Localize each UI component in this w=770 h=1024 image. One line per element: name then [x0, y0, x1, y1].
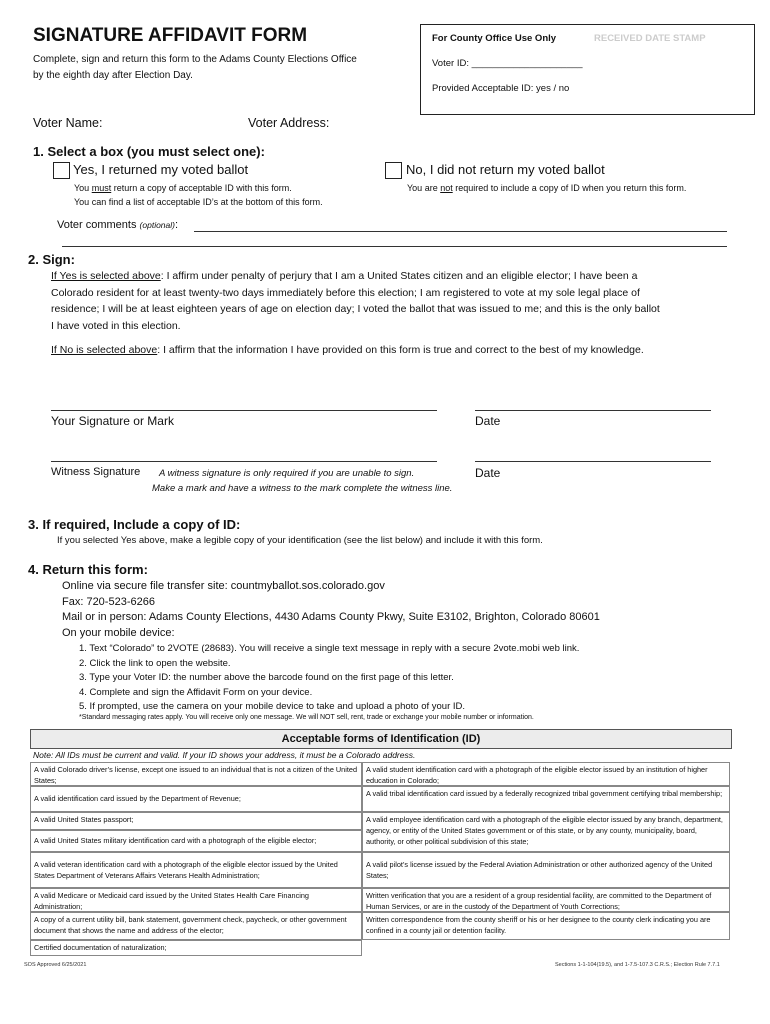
yes-affirmation-line-4: I have voted in this election.	[51, 319, 181, 332]
yes-affirmation	[51, 268, 660, 334]
no-affirmation: If No is selected above: I affirm that the information I have provided on this form is true and correct to the best of my knowledge.	[51, 344, 644, 356]
id-item: A valid United States passport;	[30, 812, 362, 830]
id-item: A valid Medicare or Medicaid card issued by the United States Health Care Financing Administration;	[30, 888, 362, 912]
voter-id-field: Voter ID: _____________________	[432, 58, 583, 69]
yes-affirmation-line-3: residence; I will be at least eighteen years of age on election day; I voted the ballot that was issued to me; and this is the only ballot	[51, 303, 660, 315]
footer-statutes: Sections 1-1-104(19.5), and 1-7.5-107.3 C.R.S.; Election Rule 7.7.1	[555, 962, 720, 968]
intro-line-1: Complete, sign and return this form to the Adams County Elections Office	[33, 54, 357, 65]
voter-comments-label: Voter comments (optional):	[57, 219, 179, 231]
voter-name-label: Voter Name:	[33, 116, 103, 130]
mobile-step: 2. Click the link to open the website.	[79, 657, 231, 669]
yes-returned-checkbox[interactable]	[53, 162, 70, 179]
id-item: Written verification that you are a resident of a group residential facility, are committed to the Department of Human Services, or are in the custody of the Department of Youth Corrections;	[362, 888, 730, 912]
return-mobile: On your mobile device:	[62, 626, 175, 639]
mobile-step: 1. Text “Colorado” to 2VOTE (28683). You will receive a single text message in reply with a secure 2vote.mobi web link.	[79, 643, 580, 654]
return-mail: Mail or in person: Adams County Elections, 4430 Adams County Pkwy, Suite E3102, Brighton, Colorado 80601	[62, 611, 600, 623]
mobile-steps	[79, 642, 579, 715]
id-item: A valid identification card issued by the Department of Revenue;	[30, 786, 362, 812]
county-office-box	[420, 24, 755, 115]
id-item: A valid tribal identification card issued by a federally recognized tribal government certifying tribal membership;	[362, 786, 730, 812]
id-table-note: Note: All IDs must be current and valid. If your ID shows your address, it must be a Colorado address.	[33, 750, 416, 760]
id-table-heading: Acceptable forms of Identification (ID)	[30, 729, 732, 749]
voter-comments-line-1[interactable]	[194, 231, 727, 232]
id-item: A valid pilot’s license issued by the Federal Aviation Administration or other authorized agency of the United States;	[362, 852, 730, 888]
county-office-heading: For County Office Use Only	[432, 33, 557, 44]
yes-note-1: You must return a copy of acceptable ID with this form.	[74, 183, 292, 193]
no-returned-checkbox[interactable]	[385, 162, 402, 179]
signature-date-label: Date	[475, 414, 501, 428]
return-online: Online via secure file transfer site: countmyballot.sos.colorado.gov	[62, 580, 385, 592]
witness-signature-label: Witness Signature	[51, 466, 141, 478]
id-item: A valid veteran identification card with a photograph of the eligible elector issued by the United States Department of Veterans Affairs Veterans Health Administration;	[30, 852, 362, 888]
witness-note-2: Make a mark and have a witness to the mark complete the witness line.	[152, 483, 453, 494]
mobile-step: 5. If prompted, use the camera on your mobile device to take and upload a photo of your ID.	[79, 701, 466, 712]
section-3-heading: 3. If required, Include a copy of ID:	[28, 517, 241, 532]
mobile-step: 3. Type your Voter ID: the number above the barcode found on the first page of this letter.	[79, 672, 454, 683]
id-item: Certified documentation of naturalization;	[30, 940, 362, 956]
witness-signature-line[interactable]	[51, 461, 437, 462]
received-date-stamp: RECEIVED DATE STAMP	[594, 33, 706, 44]
return-fax: Fax: 720-523-6266	[62, 595, 155, 608]
yes-note-2: You can find a list of acceptable ID’s at the bottom of this form.	[74, 197, 323, 207]
witness-note-1: A witness signature is only required if you are unable to sign.	[159, 468, 415, 479]
form-intro	[33, 52, 357, 84]
section-3-text: If you selected Yes above, make a legible copy of your identification (see the list below) and include it with this form.	[57, 535, 543, 546]
section-4-heading: 4. Return this form:	[28, 562, 148, 577]
signature-date-line[interactable]	[475, 410, 711, 411]
form-title: SIGNATURE AFFIDAVIT FORM	[33, 25, 308, 46]
signature-line[interactable]	[51, 410, 437, 411]
yes-option-notes	[74, 181, 323, 209]
acceptable-id-field: Provided Acceptable ID: yes / no	[432, 83, 570, 94]
return-methods	[62, 579, 600, 641]
voter-comments-line-2[interactable]	[62, 246, 727, 247]
yes-affirmation-line-1: If Yes is selected above: I affirm under penalty of perjury that I am a United States citizen and an eligible elector; I have been a	[51, 270, 638, 282]
mobile-step: 4. Complete and sign the Affidavit Form on your device.	[79, 686, 313, 698]
id-item: A valid Colorado driver’s license, except one issued to an individual that is not a citizen of the United States;	[30, 762, 362, 786]
id-item: A valid United States military identification card with a photograph of the eligible elector;	[30, 830, 362, 852]
voter-address-label: Voter Address:	[248, 116, 330, 130]
messaging-disclaimer: *Standard messaging rates apply. You will receive only one message. We will NOT sell, rent, trade or exchange your mobile number or information.	[79, 714, 534, 721]
id-item: A valid student identification card with a photograph of the eligible elector issued by an institution of higher education in Colorado;	[362, 762, 730, 786]
id-item: A valid employee identification card with a photograph of the eligible elector issued by any branch, department, agency, or entity of the United States government or of this state, or by any county, municipality, board, authority, or other political subdivision of this state;	[362, 812, 730, 852]
witness-date-label: Date	[475, 466, 501, 480]
yes-affirmation-line-2: Colorado resident for at least twenty-two days immediately before this election; I am registered to vote at my sole legal place of	[51, 286, 640, 299]
no-option-note: You are not required to include a copy of ID when you return this form.	[407, 183, 687, 193]
section-2-heading: 2. Sign:	[28, 252, 75, 267]
footer-approval: SOS Approved 6/25/2021	[24, 962, 87, 968]
witness-date-line[interactable]	[475, 461, 711, 462]
section-1-heading: 1. Select a box (you must select one):	[33, 144, 265, 159]
id-item: A copy of a current utility bill, bank statement, government check, paycheck, or other government document that shows the name and address of the elector;	[30, 912, 362, 940]
id-item: Written correspondence from the county sheriff or his or her designee to the county clerk indicating you are confined in a county jail or detention facility.	[362, 912, 730, 940]
yes-option-label: Yes, I returned my voted ballot	[73, 162, 249, 177]
no-option-label: No, I did not return my voted ballot	[406, 162, 605, 177]
signature-label: Your Signature or Mark	[51, 414, 174, 428]
intro-line-2: by the eighth day after Election Day.	[33, 70, 193, 81]
